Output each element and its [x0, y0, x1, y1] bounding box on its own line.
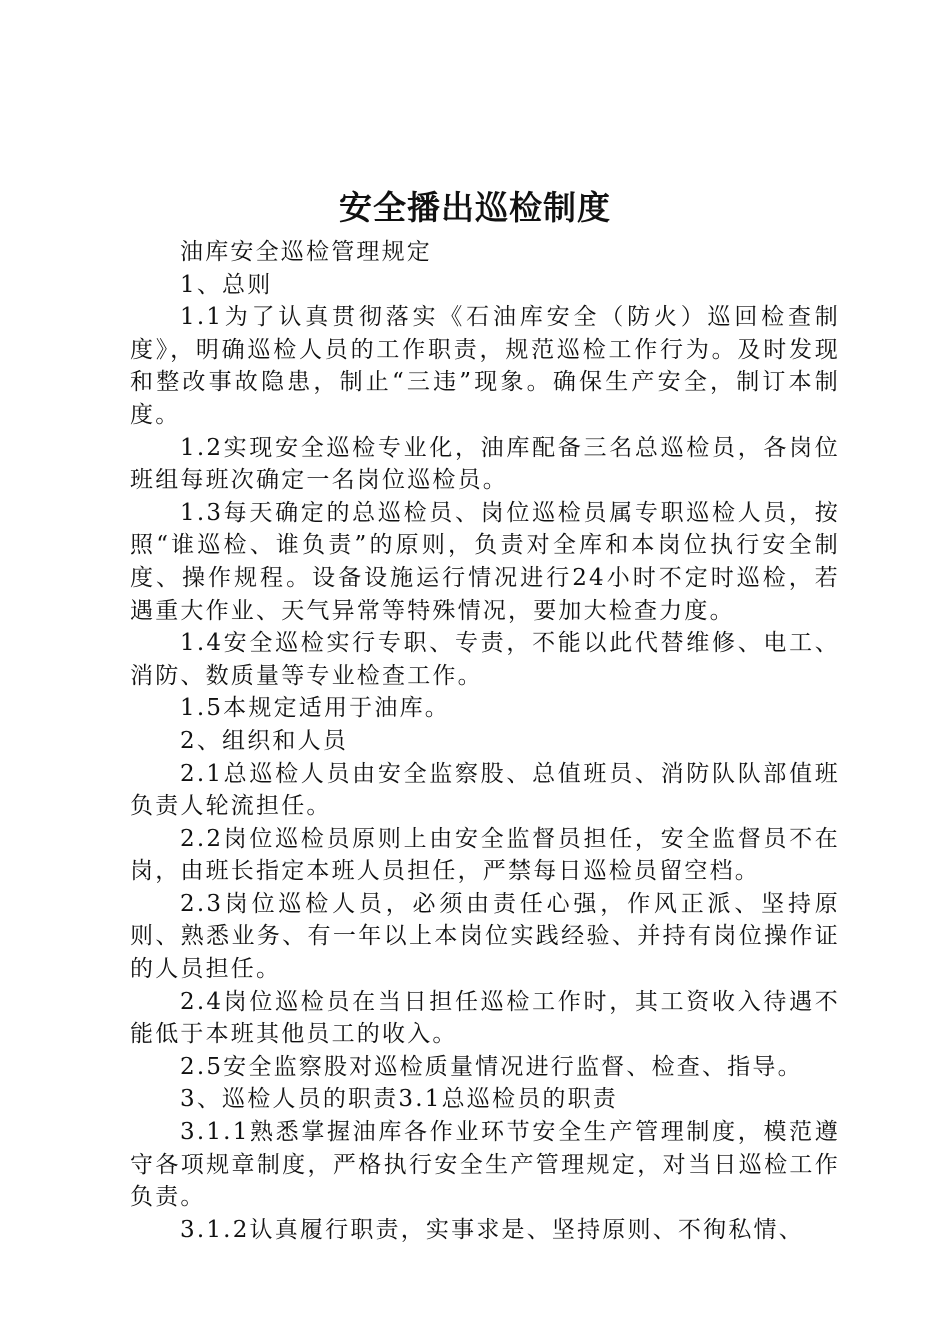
- section-heading: 1、总则: [180, 271, 273, 298]
- paragraph: 2.2岗位巡检员原则上由安全监督员担任，安全监督员不在岗，由班长指定本班人员担任，严禁每日巡检员留空档。: [130, 825, 840, 885]
- paragraph: 1.5本规定适用于油库。: [180, 695, 450, 722]
- section-heading: 3、巡检人员的职责3.1总巡检员的职责: [180, 1086, 619, 1113]
- paragraph: 油库安全巡检管理规定: [180, 239, 432, 265]
- paragraph: 2.1总巡检人员由安全监察股、总值班员、消防队队部值班负责人轮流担任。: [130, 760, 840, 820]
- paragraph: 2.5安全监察股对巡检质量情况进行监督、检查、指导。: [180, 1053, 803, 1080]
- document-body: [130, 236, 840, 1246]
- paragraph: 1.2实现安全巡检专业化，油库配备三名总巡检员，各岗位班组每班次确定一名岗位巡检员。: [130, 434, 840, 494]
- paragraph: 3.1.1熟悉掌握油库各作业环节安全生产管理制度，模范遵守各项规章制度，严格执行安全生产管理规定，对当日巡检工作负责。: [130, 1119, 840, 1211]
- document-title: 安全播出巡检制度: [339, 188, 611, 227]
- paragraph: 2.3岗位巡检人员，必须由责任心强，作风正派、坚持原则、熟悉业务、有一年以上本岗位实践经验、并持有岗位操作证的人员担任。: [130, 890, 840, 983]
- section-heading: 2、组织和人员: [180, 727, 349, 754]
- paragraph: 3.1.2认真履行职责，实事求是、坚持原则、不徇私情、: [180, 1216, 804, 1243]
- paragraph: 1.4安全巡检实行专职、专责，不能以此代替维修、电工、消防、数质量等专业检查工作。: [130, 630, 840, 689]
- paragraph: 2.4岗位巡检员在当日担任巡检工作时，其工资收入待遇不能低于本班其他员工的收入。: [130, 988, 840, 1048]
- paragraph: 1.3每天确定的总巡检员、岗位巡检员属专职巡检人员，按照“谁巡检、谁负责”的原则，负责对全库和本岗位执行安全制度、操作规程。设备设施运行情况进行24小时不定时巡检，若遇重大作业、天气异常等特殊情况，要加大检查力度。: [130, 499, 840, 624]
- paragraph: 1.1为了认真贯彻落实《石油库安全（防火）巡回检查制度》，明确巡检人员的工作职责，规范巡检工作行为。及时发现和整改事故隐患，制止“三违”现象。确保生产安全，制订本制度。: [130, 304, 840, 428]
